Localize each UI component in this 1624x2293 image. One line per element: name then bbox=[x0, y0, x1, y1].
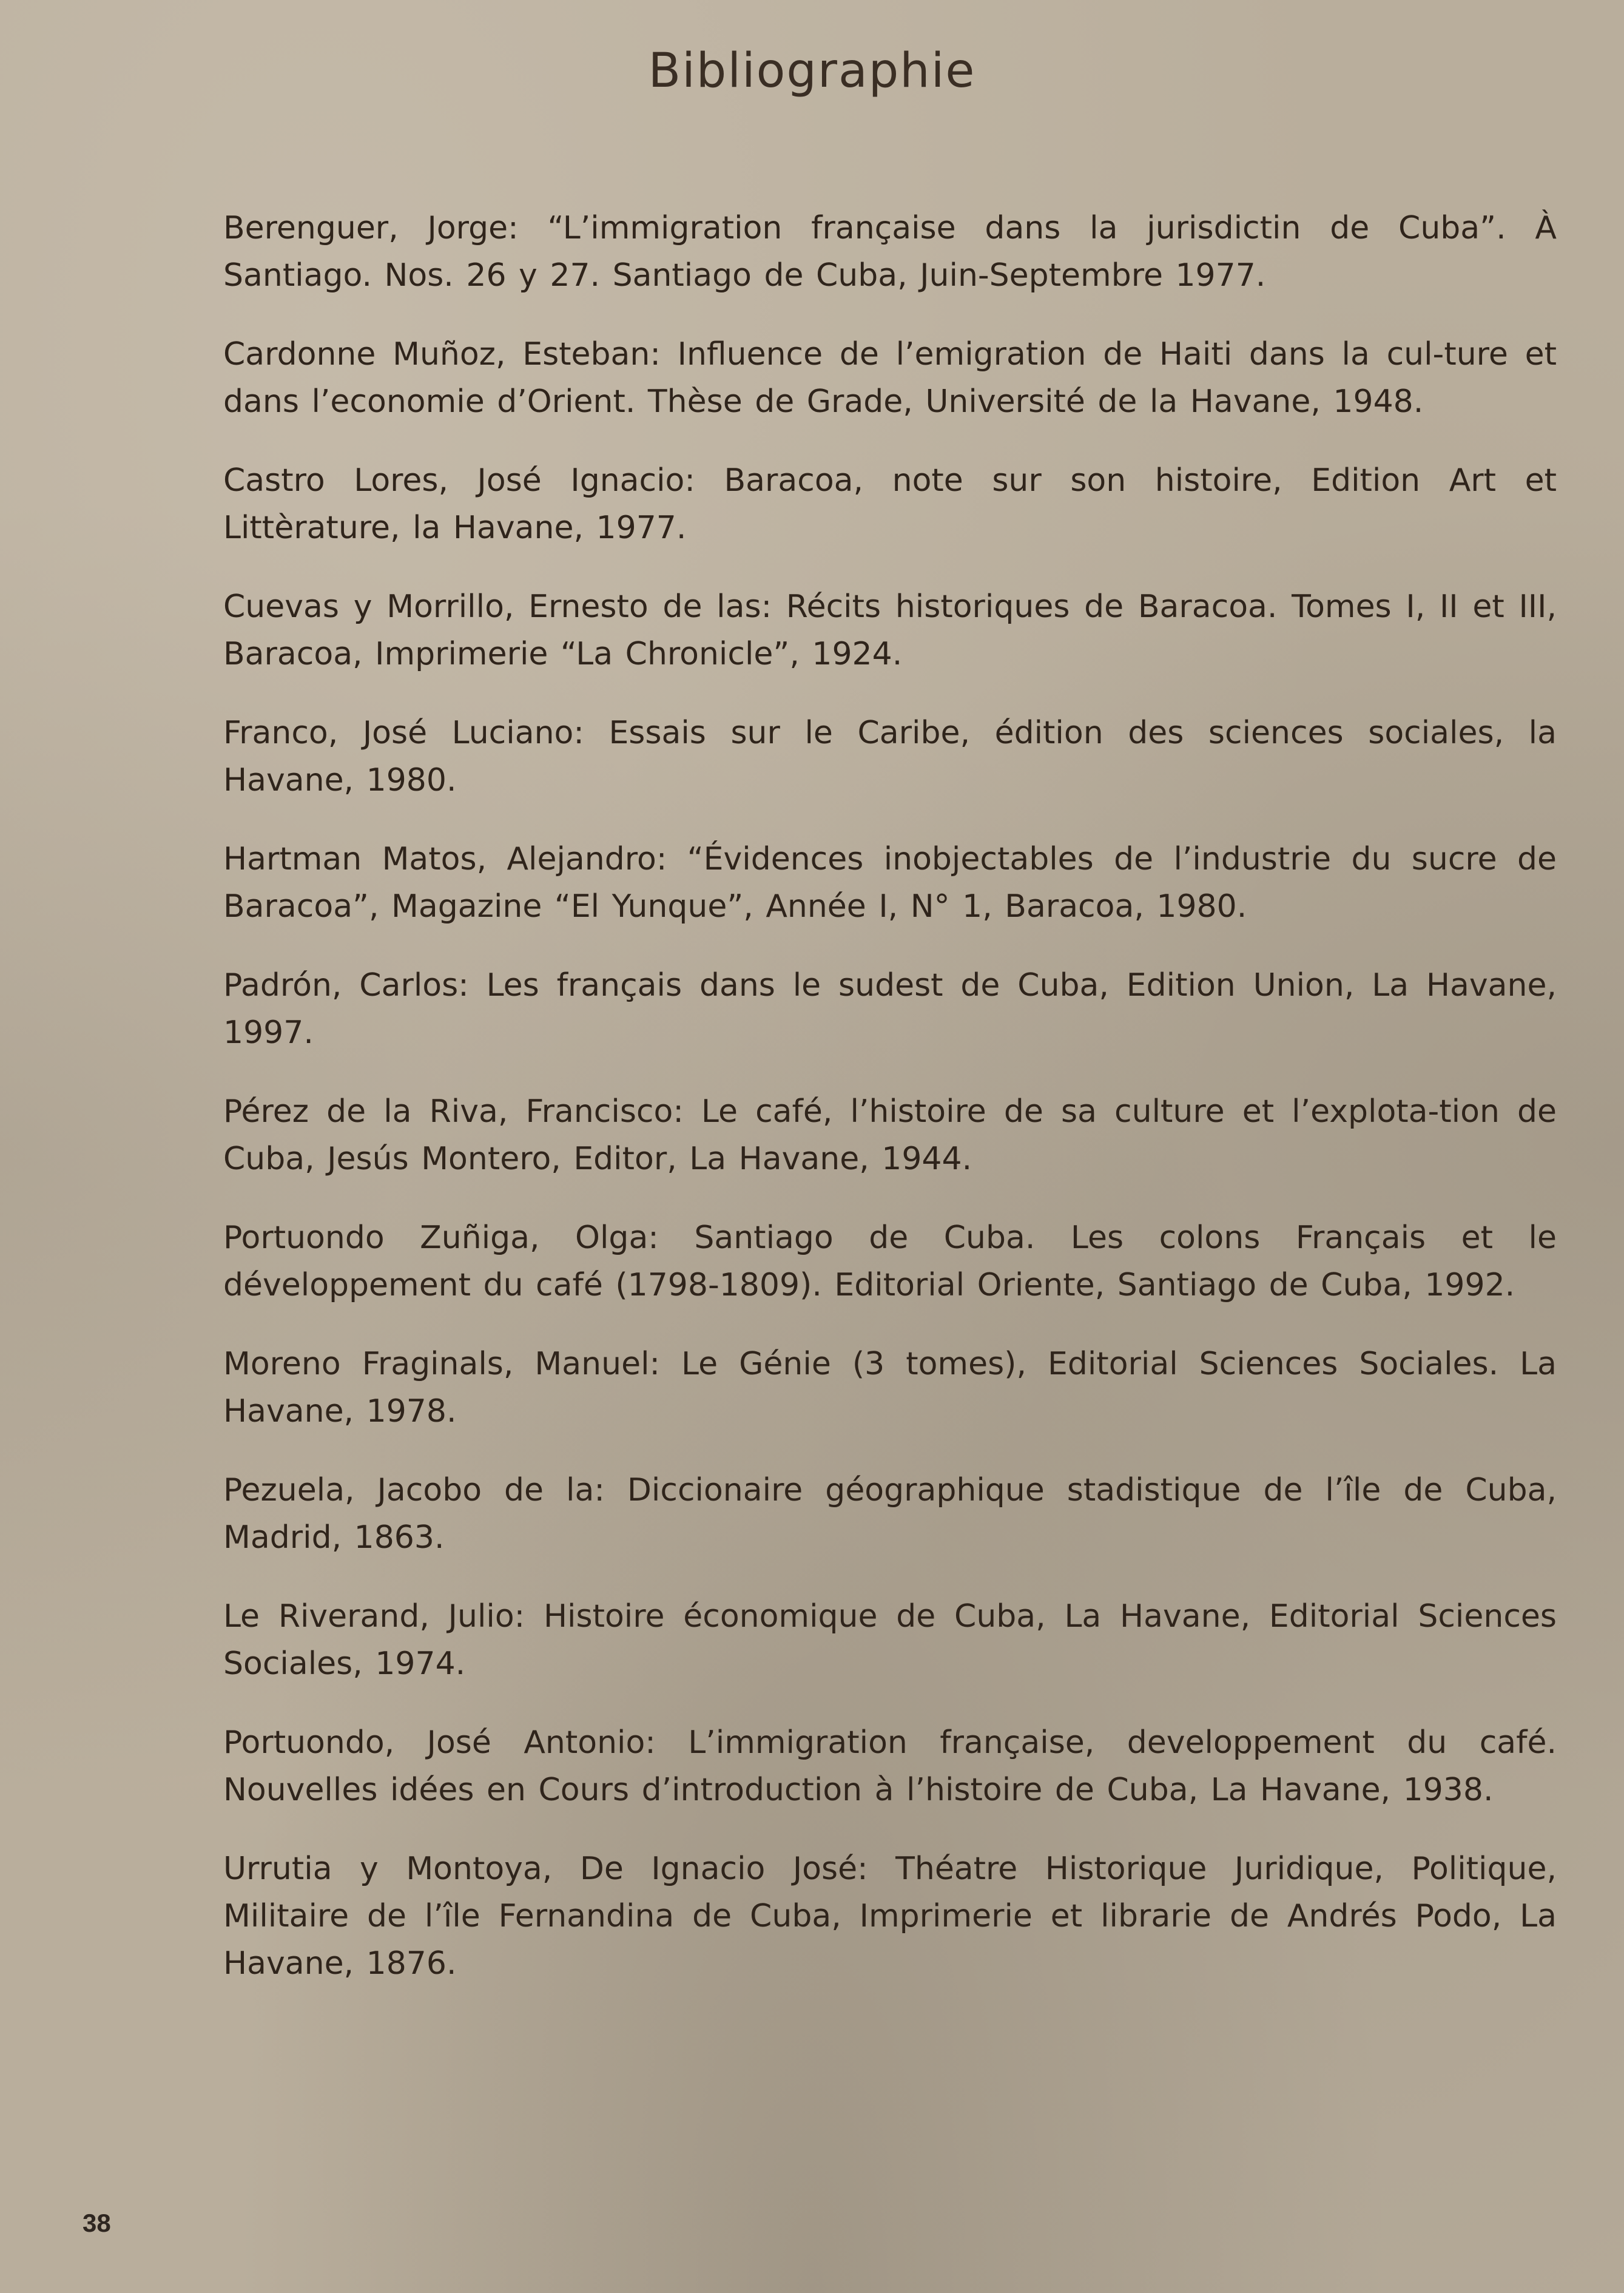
bibliography-list bbox=[223, 173, 1557, 1997]
bibliography-entry: Moreno Fraginals, Manuel: Le Génie (3 tomes), Editorial Sciences Sociales. La Havane, 1978. bbox=[223, 1346, 1557, 1430]
bibliography-entry: Castro Lores, José Ignacio: Baracoa, note sur son histoire, Edition Art et Littèrature, la Havane, 1977. bbox=[223, 462, 1557, 546]
bibliography-entry: Cuevas y Morrillo, Ernesto de las: Récits historiques de Baracoa. Tomes I, II et III, Baracoa, Imprimerie “La Chronicle”, 1924. bbox=[223, 589, 1557, 672]
bibliography-entry: Berenguer, Jorge: “L’immigration française dans la jurisdictin de Cuba”. À Santiago. Nos. 26 y 27. Santiago de Cuba, Juin-Septembre 1977. bbox=[223, 210, 1557, 294]
bibliography-entry: Portuondo Zuñiga, Olga: Santiago de Cuba. Les colons Français et le développement du café (1798-1809). Editorial Oriente, Santiago de Cuba, 1992. bbox=[223, 1220, 1557, 1303]
bibliography-entry: Pérez de la Riva, Francisco: Le café, l’histoire de sa culture et l’explota-tion de Cuba, Jesús Montero, Editor, La Havane, 1944. bbox=[223, 1093, 1557, 1177]
bibliography-entry: Urrutia y Montoya, De Ignacio José: Théatre Historique Juridique, Politique, Militaire de l’île Fernandina de Cuba, Imprimerie et librarie de Andrés Podo, La Havane, 1876. bbox=[223, 1851, 1557, 1982]
bibliography-entry: Portuondo, José Antonio: L’immigration française, developpement du café. Nouvelles idées en Cours d’introduction à l’histoire de Cuba, La Havane, 1938. bbox=[223, 1724, 1557, 1808]
page-title: Bibliographie bbox=[648, 44, 976, 98]
bibliography-entry: Padrón, Carlos: Les français dans le sudest de Cuba, Edition Union, La Havane, 1997. bbox=[223, 967, 1557, 1051]
bibliography-entry: Le Riverand, Julio: Histoire économique de Cuba, La Havane, Editorial Sciences Sociales, 1974. bbox=[223, 1598, 1557, 1682]
bibliography-entry: Hartman Matos, Alejandro: “Évidences inobjectables de l’industrie du sucre de Baracoa”, Magazine “El Yunque”, Année I, N° 1, Baracoa, 1980. bbox=[223, 841, 1557, 925]
bibliography-entry: Franco, José Luciano: Essais sur le Caribe, édition des sciences sociales, la Havane, 1980. bbox=[223, 715, 1557, 799]
page-number: 38 bbox=[83, 2209, 111, 2237]
bibliography-entry: Cardonne Muñoz, Esteban: Influence de l’emigration de Haiti dans la cul-ture et dans l’economie d’Orient. Thèse de Grade, Université de la Havane, 1948. bbox=[223, 336, 1557, 420]
bibliography-entry: Pezuela, Jacobo de la: Diccionaire géographique stadistique de l’île de Cuba, Madrid, 1863. bbox=[223, 1472, 1557, 1556]
